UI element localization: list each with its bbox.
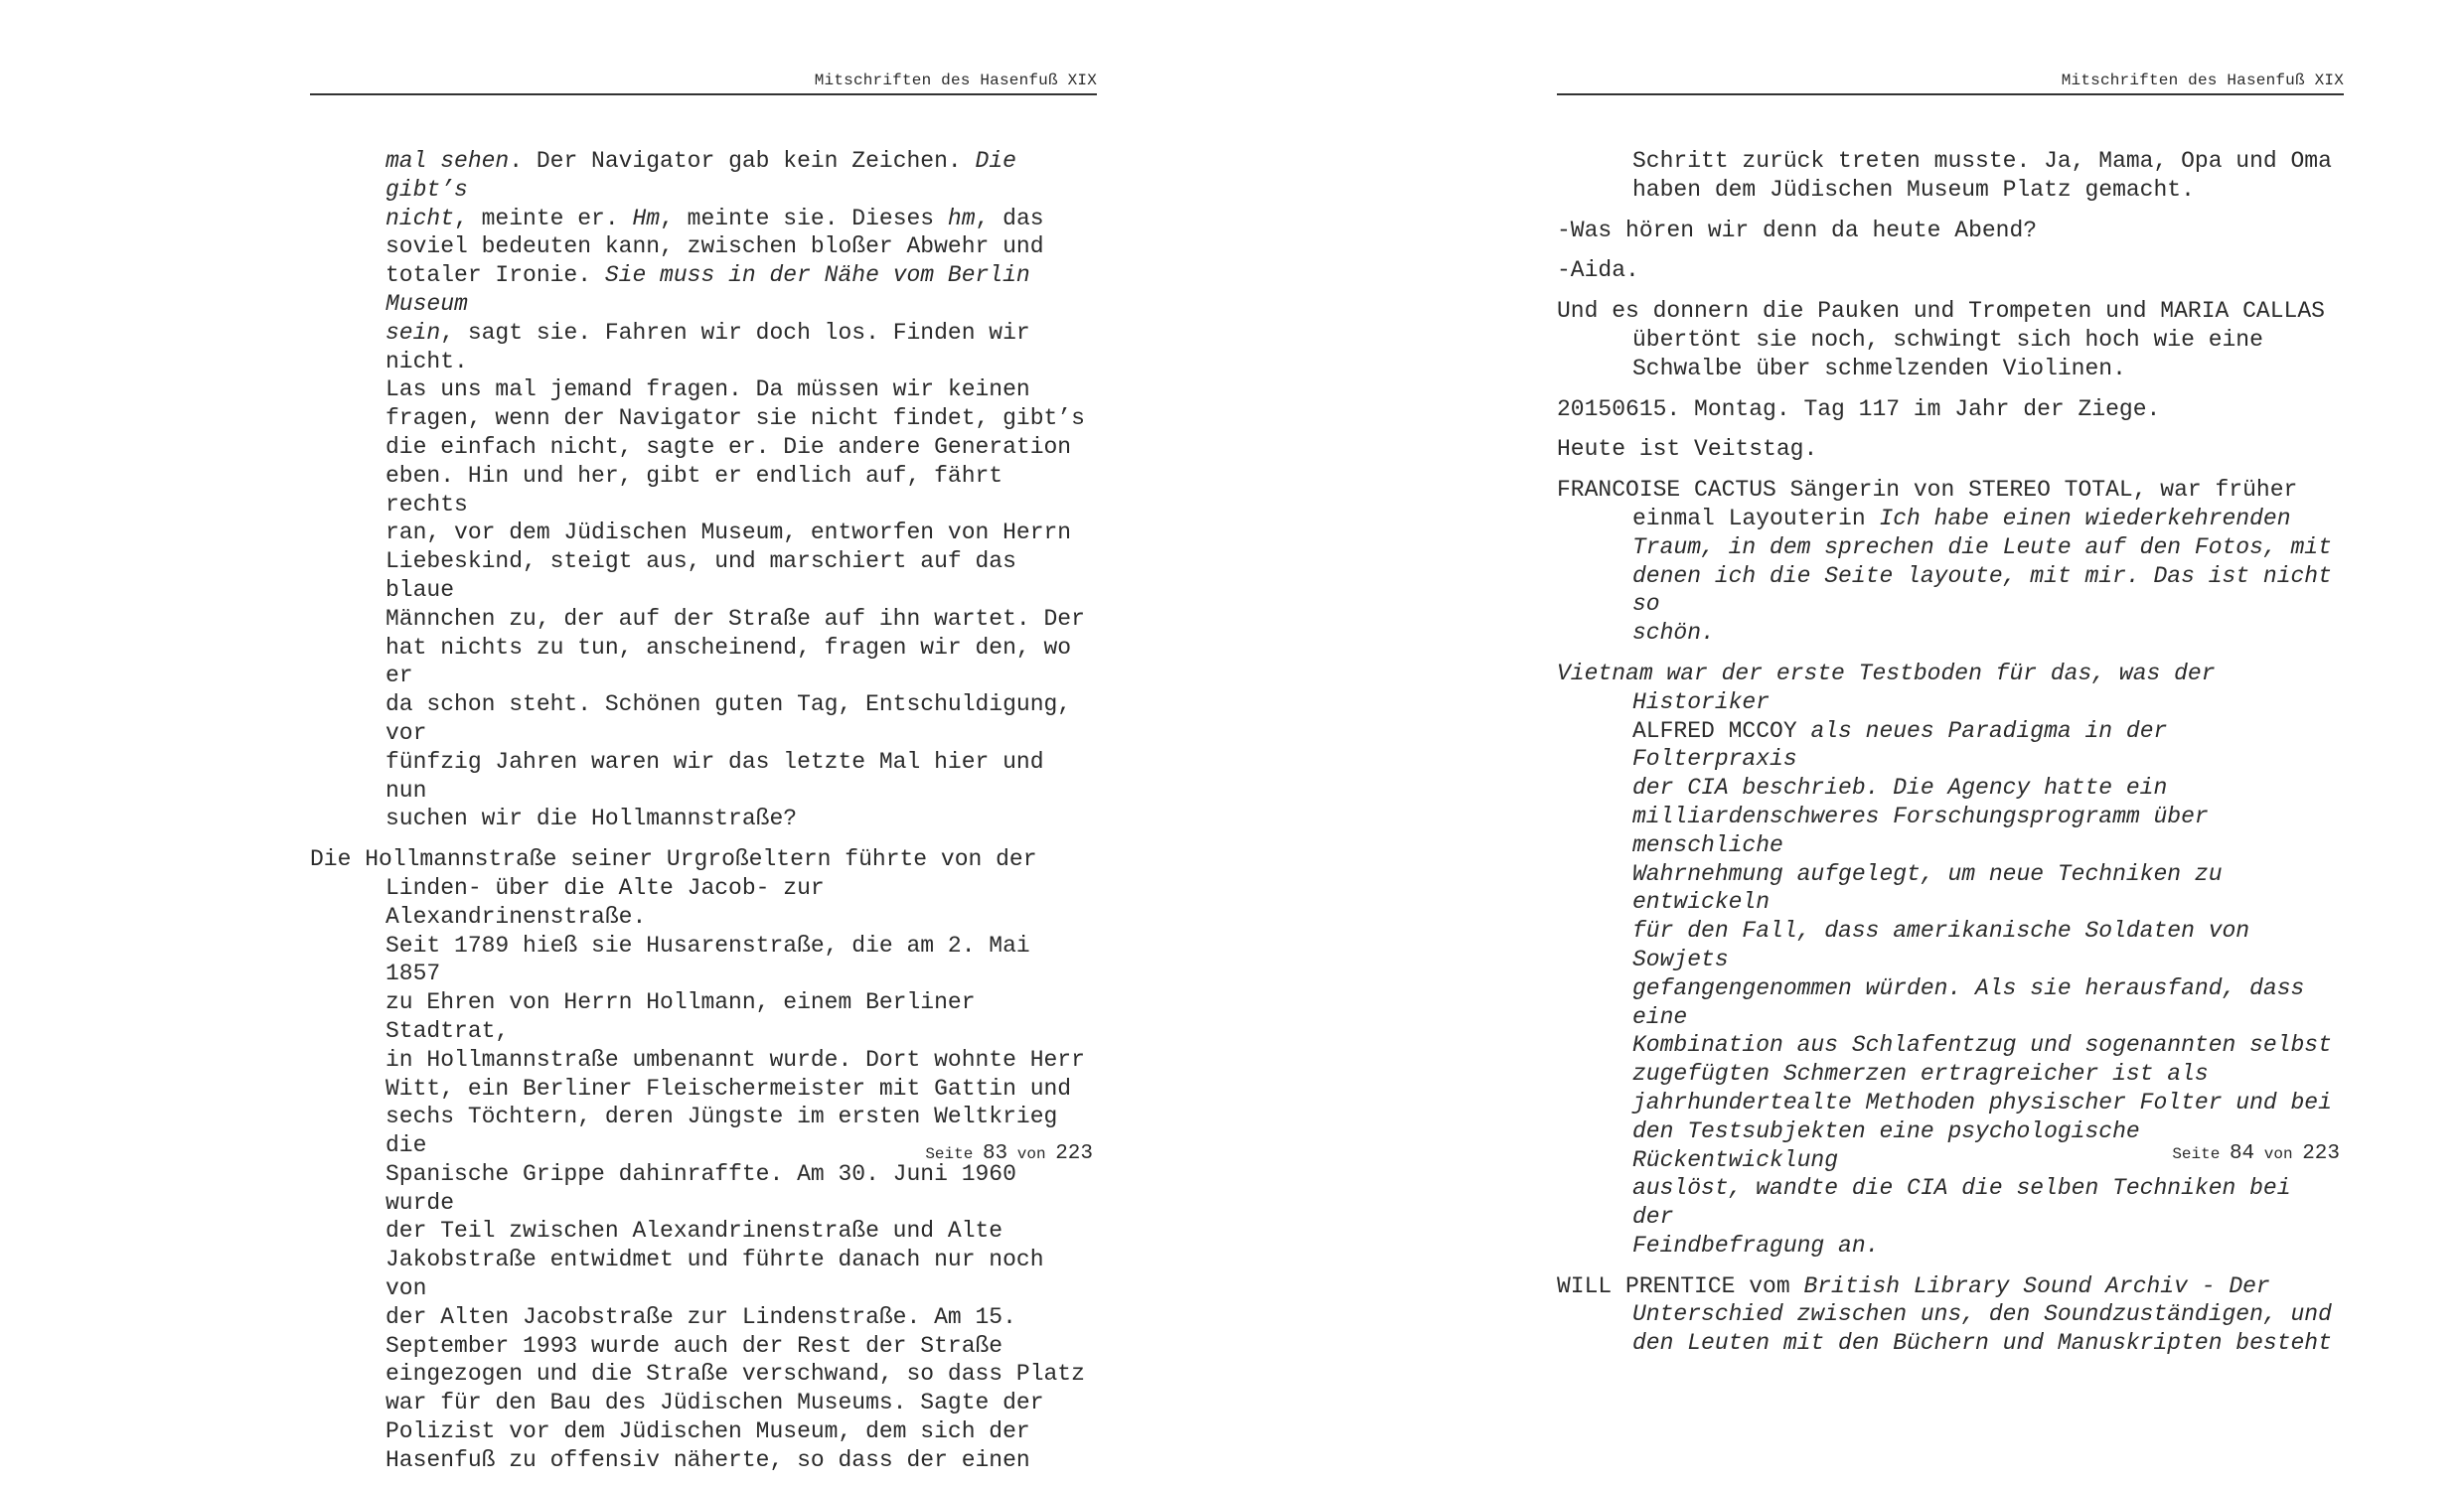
footer-label: Seite [2172,1145,2221,1163]
italic-text: Die gibt’s nicht [385,148,1016,231]
page-footer [925,1142,1093,1165]
paragraph: -Was hören wir denn da heute Abend? [1557,217,2038,243]
text-run: , das soviel bedeuten kann, zwischen bloßer Abwehr und totaler Ironie. [385,205,1044,289]
paragraph: 20150615. Montag. Tag 117 im Jahr der Ziege. [1557,395,2161,422]
footer-label: von [2263,1145,2293,1163]
paragraph: Die Hollmannstraße seiner Urgroßeltern führte von der Linden- über die Alte Jacob- zur Alexandrinenstraße. Seit 1789 hieß sie Husarenstraße, die am 2. Mai 1857 zu Ehren von Herrn Hollmann, einem Berliner Stadtrat, in Hollmannstraße umbenannt wurde. Dort wohnte Herr Witt, ein Berliner Fleischermeister mit Gattin und sechs Töchtern, deren Jüngste im ersten Weltkrieg die Spanische Grippe dahinraffte. Am 30. Juni 1960 wurde der Teil zwischen Alexandrinenstraße und Alte Jakobstraße entwidmet und führte danach nur noch von der Alten Jacobstraße zur Lindenstraße. Am 15. September 1993 wurde auch der Rest der Straße eingezogen und die Straße verschwand, so dass Platz war für den Bau des Jüdischen Museums. Sagte der Polizist vor dem Jüdischen Museum, dem sich der Hasenfuß zu offensiv näherte, so dass der einen [310,846,1085,1473]
paragraph [310,147,1097,833]
page-footer [2172,1142,2340,1165]
paragraph: Und es donnern die Pauken und Trompeten und MARIA CALLAS übertönt sie noch, schwingt sich hoch wie eine Schwalbe über schmelzenden Violinen. [1557,298,2325,381]
paragraph: Schritt zurück treten musste. Ja, Mama, Opa und Oma haben dem Jüdischen Museum Platz gemacht. [1632,148,2332,203]
paragraph: -Aida. [1557,257,1639,284]
right-page [1557,0,2344,1357]
text-run: , meinte er. [454,205,633,231]
paragraph [1557,1272,2344,1358]
total-pages: 223 [2302,1142,2340,1165]
paragraph [1557,476,2344,648]
text-run: ALFRED MCCOY [1632,717,1797,744]
footer-label: Seite [925,1145,974,1163]
paragraph: Heute ist Veitstag. [1557,436,1818,463]
italic-text: als neues Paradigma in der Folterpraxis der CIA beschrieb. Die Agency hatte ein milliardenschweres Forschungsprogramm über menschliche Wahrnehmung aufgelegt, um neue Techniken zu entwickeln für den Fall, dass amerikanische Soldaten von Sowjets gefangengenommen würden. Als sie herausfand, dass eine Kombination aus Schlafentzug und sogenannten selbst zugefügten Schmerzen ertragreicher ist als jahrhundertealte Methoden physischer Folter und bei den Testsubjekten eine psychologische Rückentwicklung auslöst, wandte die CIA die selben Techniken bei der Feindbefragung an. [1632,717,2332,1259]
footer-label: von [1016,1145,1046,1163]
running-header: Mitschriften des Hasenfuß XIX [1557,72,2344,95]
italic-text: Hm [632,205,661,231]
page-number: 84 [2229,1142,2255,1165]
text-run: FRANCOISE CACTUS Sängerin von STEREO TOTAL, war früher einmal Layouterin [1557,477,2298,531]
italic-text: Vietnam war der erste Testboden für das, was der Historiker [1557,660,2216,715]
italic-text: Sie muss in der Nähe vom Berlin Museum sein [385,262,1030,346]
page-body [310,147,1097,1487]
italic-text: Ich habe einen wiederkehrenden Traum, in dem sprechen die Leute auf den Fotos, mit denen ich die Seite layoute, mit mir. Das ist nicht so schön. [1632,505,2332,647]
paragraph [1557,660,2344,1261]
text-run: . Der Navigator gab kein Zeichen. [509,148,976,174]
italic-text: mal sehen [385,148,510,174]
running-header: Mitschriften des Hasenfuß XIX [310,72,1097,95]
text-run: , meinte sie. Dieses [660,205,948,231]
left-page [310,0,1097,1473]
italic-text: hm [947,205,976,231]
page-body [1557,147,2344,1370]
total-pages: 223 [1055,1142,1093,1165]
page-number: 83 [982,1142,1008,1165]
text-run: , sagt sie. Fahren wir doch los. Finden wir nicht. Las uns mal jemand fragen. Da müssen wir keinen fragen, wenn der Navigator sie nicht findet, gibt’s die einfach nicht, sagte er. Die andere Generation eben. Hin und her, gibt er endlich auf, fährt rechts ran, vor dem Jüdischen Museum, entworfen von Herrn Liebeskind, steigt aus, und marschiert auf das blaue Männchen zu, der auf der Straße auf ihn wartet. Der hat nichts zu tun, anscheinend, fragen wir den, wo er da schon steht. Schönen guten Tag, Entschuldigung, vor fünfzig Jahren waren wir das letzte Mal hier und nun suchen wir die Hollmannstraße? [385,319,1085,832]
italic-text: British Library Sound Archiv - Der Unterschied zwischen uns, den Soundzuständigen, und den Leuten mit den Büchern und Manuskripten besteht [1632,1272,2332,1357]
text-run: WILL PRENTICE vom [1557,1272,1804,1299]
